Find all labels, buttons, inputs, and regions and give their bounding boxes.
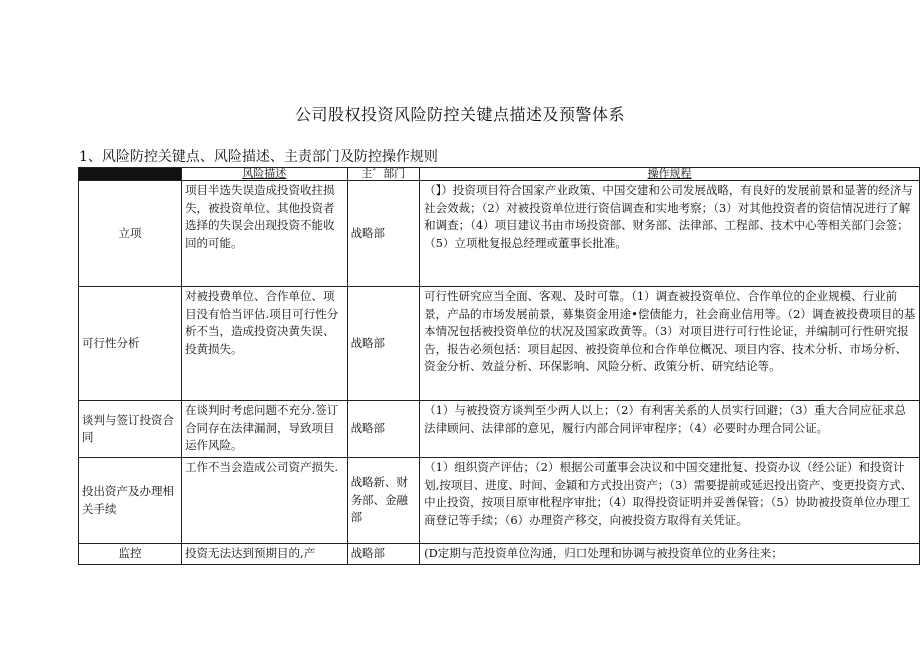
section-heading: 1、风险防控关键点、风险描述、主责部门及防控操作规则 xyxy=(79,149,438,165)
risk-cell: 对被投费单位、合作单位、项目没有恰当评估.项目可行性分析不当，造成投资决黄失误、投黄损失。 xyxy=(182,287,348,401)
dept-cell: 战略新、财务部、金融部 xyxy=(347,458,420,544)
risk-cell: 在谈判时考虑问题不充分.签订合同存在法律漏洞，导致项目运作风险。 xyxy=(182,401,348,458)
risk-cell: 投资无法达到预期目的,产 xyxy=(182,544,348,565)
table-row xyxy=(79,287,920,401)
table-row xyxy=(79,401,920,458)
header-risk-description: 风险描述 xyxy=(182,168,348,181)
header-operating-rules: 操作规程 xyxy=(420,168,920,181)
rules-cell: （1）与被投资方谈判至少两人以上；（2）有利害关系的人员实行回避；（3）重大合同应征求总法律顾问、法律部的意见，履行内部合同评审程序；（4）必要时办理合同公证。 xyxy=(420,401,920,458)
header-responsible-dept: 主゛部门 xyxy=(347,168,420,181)
dept-cell: 战略部 xyxy=(347,181,420,287)
stage-cell: 谈判与签订投资合同 xyxy=(79,401,182,458)
table-row xyxy=(79,181,920,287)
table-header-row xyxy=(79,168,920,181)
dept-cell: 战略部 xyxy=(347,287,420,401)
rules-cell: （1）组织资产评估；（2）根据公司董事会决议和中国交建批复、投资办议（经公证）和投资计划,按项目、进度、时间、金穎和方式投出资产；（3）需要提前或延迟投出资产、变更投资方式、中止投资，按项目原审枇程序审批；（4）取得投资证明并妥善保管；（5）协助被投资单位办理工商登记等手续；（6）办理资产移交，向被投资方取得有关凭证。 xyxy=(420,458,920,544)
risk-cell: 项目半选失误造成投资收拄损失，被投资单位、其他投资者选择的失误会出现投资不能收回的可能。 xyxy=(182,181,348,287)
rules-cell: 可行性研究应当全面、客观、及时可靠。（1）调查被投资单位、合作单位的企业规模、行业前景，产品的市场发展前景，募集资金用途•偿债能力，社会商业信用等。（2）调查被投费项目的基本情况包括被投资单位的状况及国家政黄等。（3）对项目进行可行性论证，并编制可行性研究报告，报告必须包括：项目起因、被投资单位和合作单位概况、项目内容、技术分析、市场分析、资金分析、效益分析、环保影响、风险分析、政策分析、研究结论等。 xyxy=(420,287,920,401)
stage-cell: 立项 xyxy=(79,181,182,287)
stage-cell: 监控 xyxy=(79,544,182,565)
risk-control-table xyxy=(78,167,920,565)
document-title: 公司股权投资风险防控关键点描述及预警体系 xyxy=(294,105,625,124)
table-row xyxy=(79,458,920,544)
rules-cell: (D定期与范投资单位沟通，归口处理和协调与被投资单位的业务往来； xyxy=(420,544,920,565)
stage-cell: 可行性分析 xyxy=(79,287,182,401)
header-cell-blank xyxy=(79,168,182,181)
dept-cell: 战略部 xyxy=(347,544,420,565)
risk-cell: 工作不当会造成公司资产损失. xyxy=(182,458,348,544)
stage-cell: 投出资产及办理相关手续 xyxy=(79,458,182,544)
rules-cell: （】）投资项目符合国家产业政策、中国交建和公司发展战略，有良好的发展前景和显著的经济与社会效裁；（2）对被投资单位进行资信调查和实地考察；（3）对其他投资者的资信情况进行了解和调查；（4）项目建议书由市场投资部、财务部、法律部、工程部、技术中心等相关部门会签；（5）立项枇复报总经理或董事长批准。 xyxy=(420,181,920,287)
table-row xyxy=(79,544,920,565)
dept-cell: 战略部 xyxy=(347,401,420,458)
